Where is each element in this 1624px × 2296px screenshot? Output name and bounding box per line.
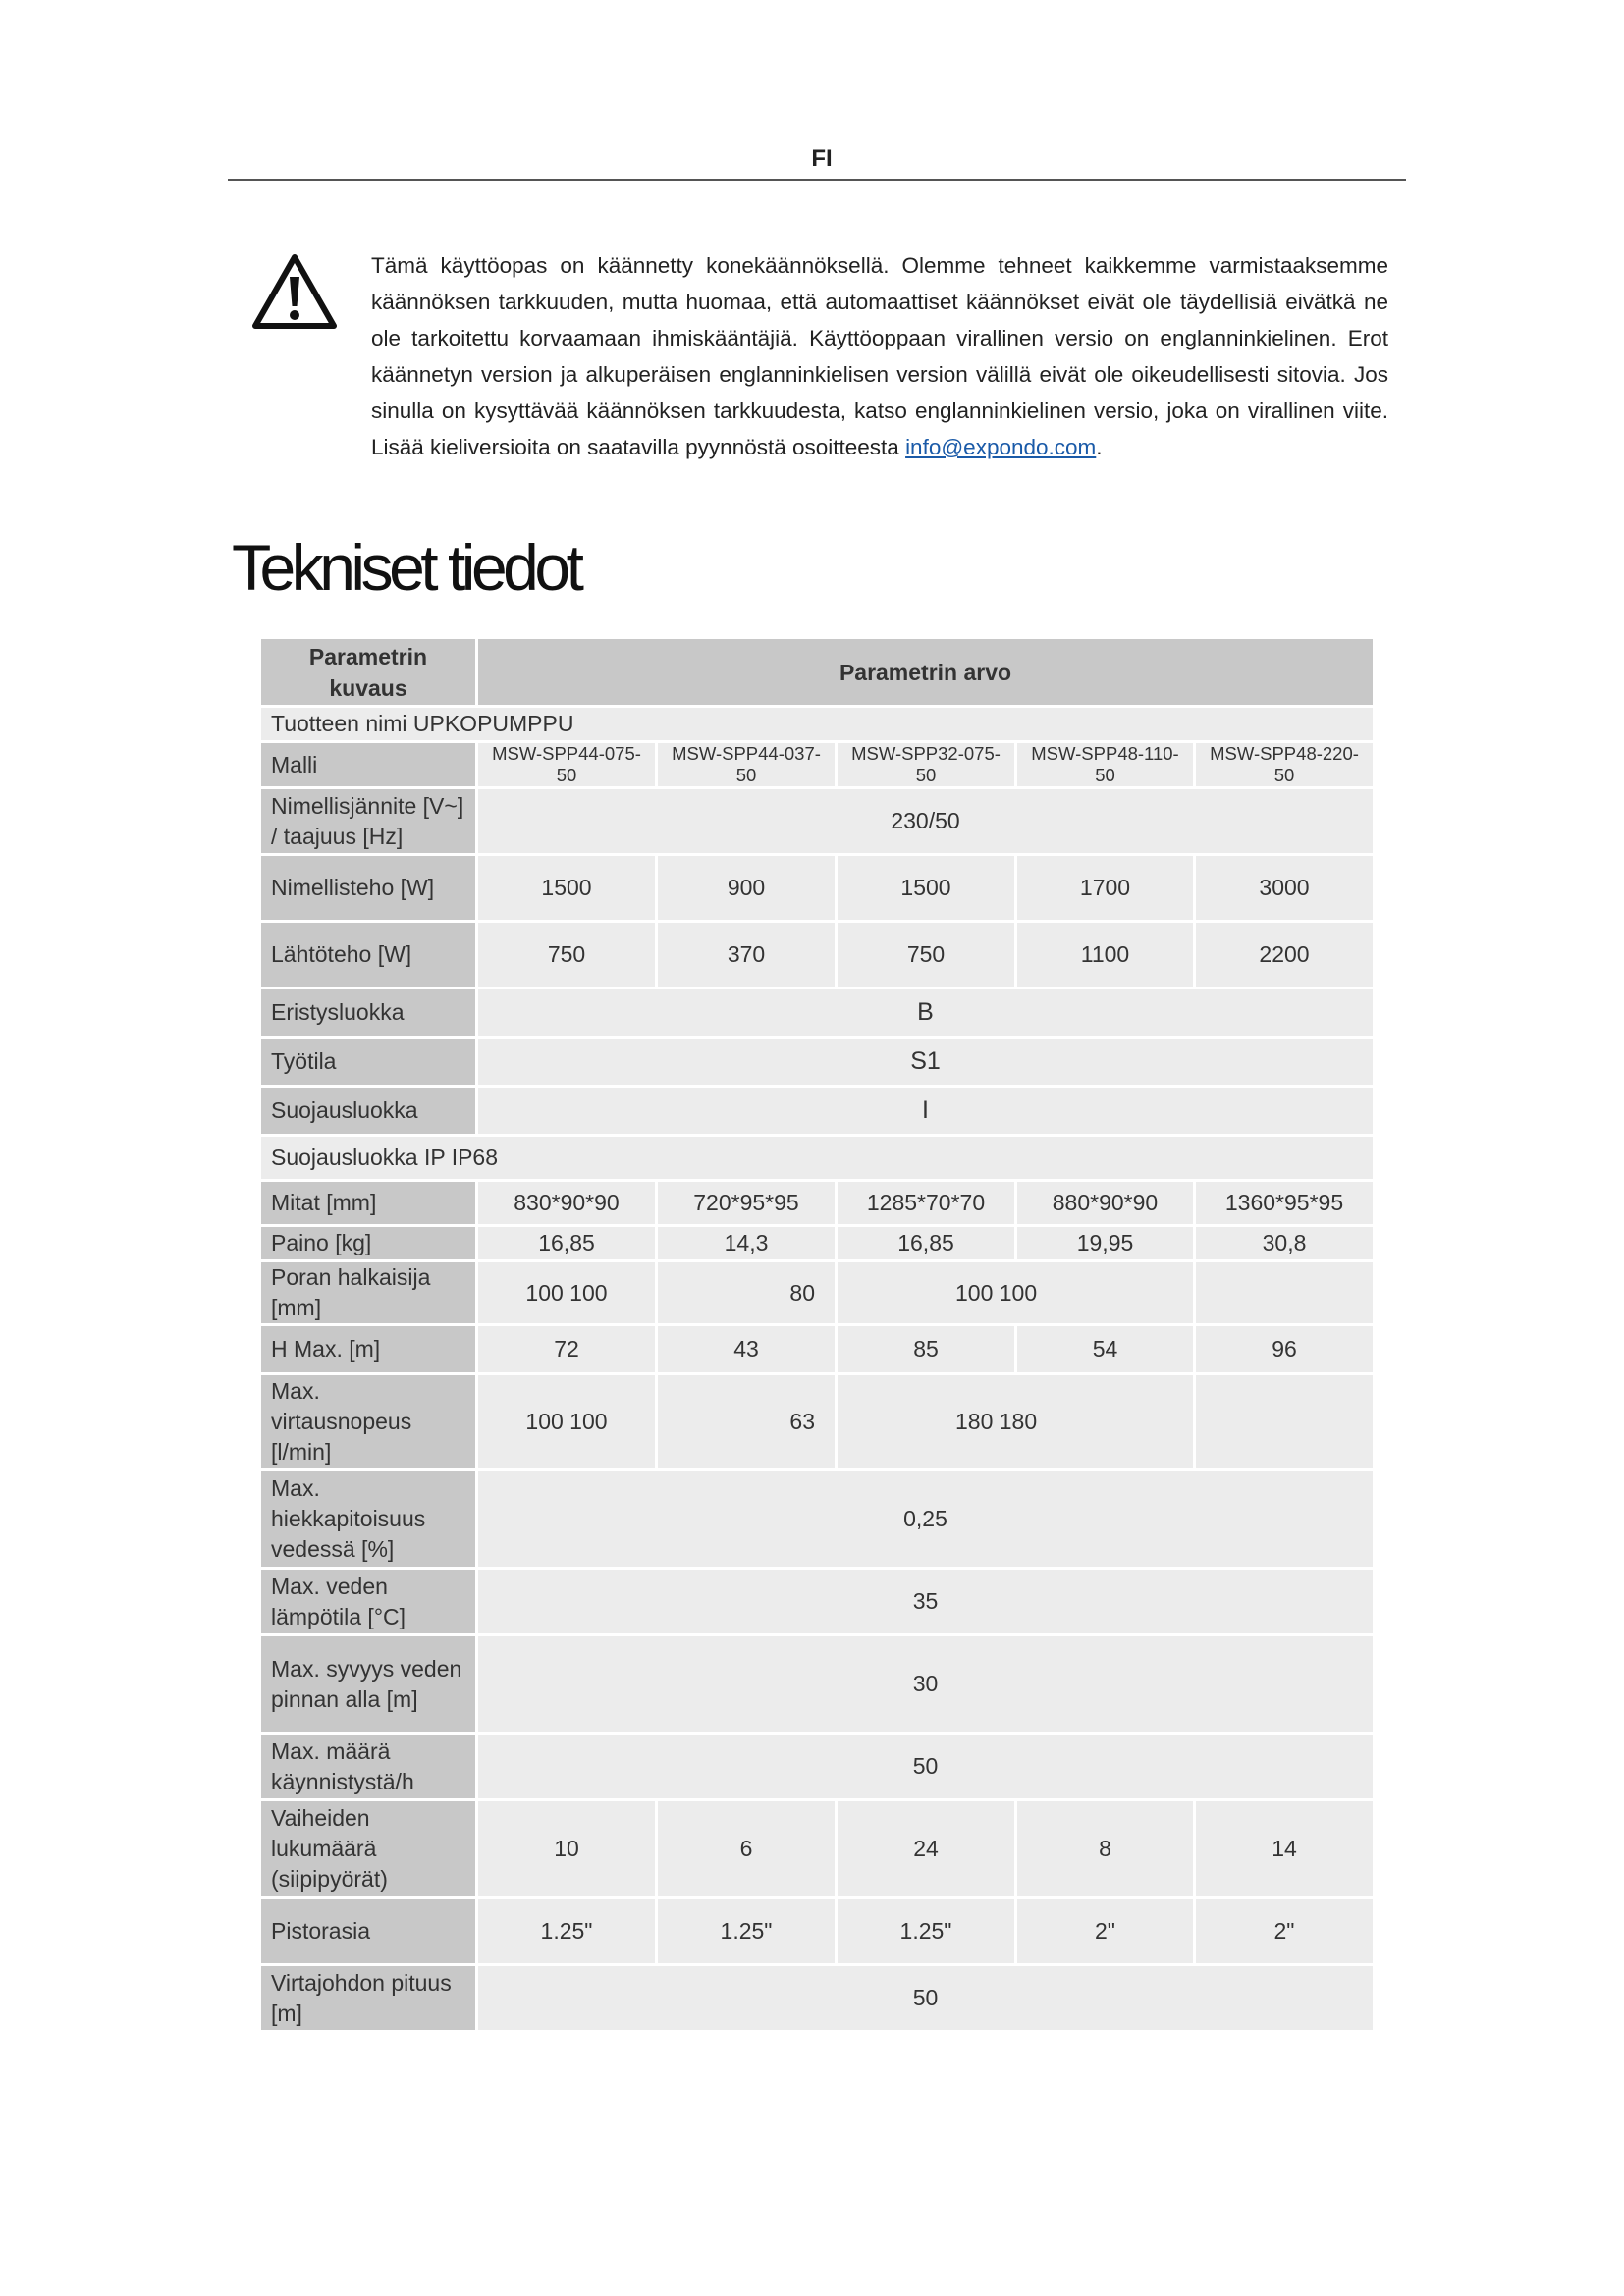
value-cell: 19,95 — [1016, 1226, 1195, 1261]
value-cell: 30 — [477, 1635, 1375, 1734]
value-cell: 43 — [657, 1325, 837, 1374]
value-cell: 63 — [657, 1374, 837, 1470]
value-cell: S1 — [477, 1038, 1375, 1087]
value-cell: 2" — [1016, 1898, 1195, 1965]
row-label: Max. syvyys veden pinnan alla [m] — [260, 1635, 477, 1734]
value-cell: 230/50 — [477, 788, 1375, 855]
table-row — [260, 1898, 1375, 1965]
value-cell: I — [477, 1087, 1375, 1136]
row-label: Poran halkaisija [mm] — [260, 1261, 477, 1325]
value-cell: 900 — [657, 855, 837, 922]
model-cell: MSW-SPP44-037-50 — [657, 742, 837, 788]
warning-triangle-icon — [251, 253, 338, 330]
model-cell: MSW-SPP32-075-50 — [837, 742, 1016, 788]
value-cell: 370 — [657, 922, 837, 988]
row-label: Lähtöteho [W] — [260, 922, 477, 988]
value-cell: 14,3 — [657, 1226, 837, 1261]
page-language-label: FI — [811, 145, 833, 172]
table-row — [260, 1470, 1375, 1569]
value-cell: B — [477, 988, 1375, 1038]
value-cell: 6 — [657, 1800, 837, 1898]
row-label: Max. hiekkapitoisuus vedessä [%] — [260, 1470, 477, 1569]
table-row — [260, 1374, 1375, 1470]
value-cell: 0,25 — [477, 1470, 1375, 1569]
row-label: Virtajohdon pituus [m] — [260, 1965, 477, 2032]
row-label: Max. virtausnopeus [l/min] — [260, 1374, 477, 1470]
model-cell: MSW-SPP48-220-50 — [1195, 742, 1375, 788]
row-label: Nimellisteho [W] — [260, 855, 477, 922]
row-label: Max. veden lämpötila [°C] — [260, 1569, 477, 1635]
section-title: Tekniset tiedot — [232, 531, 580, 604]
value-cell: 72 — [477, 1325, 657, 1374]
value-cell: 1.25" — [477, 1898, 657, 1965]
contact-email-link[interactable]: info@expondo.com — [905, 435, 1097, 459]
header-param-desc: Parametrin kuvaus — [260, 638, 477, 707]
table-row — [260, 922, 1375, 988]
table-row — [260, 1569, 1375, 1635]
value-cell: 10 — [477, 1800, 657, 1898]
value-cell: 16,85 — [477, 1226, 657, 1261]
table-row — [260, 1181, 1375, 1226]
value-cell: 30,8 — [1195, 1226, 1375, 1261]
header-param-value: Parametrin arvo — [477, 638, 1375, 707]
value-cell: 1500 — [477, 855, 657, 922]
table-header-row — [260, 638, 1375, 707]
model-cell: MSW-SPP44-075-50 — [477, 742, 657, 788]
value-cell: 1700 — [1016, 855, 1195, 922]
value-cell: 50 — [477, 1734, 1375, 1800]
notice-text: Tämä käyttöopas on käännetty konekäännöksellä. Olemme tehneet kaikkemme varmistaaksemme käännöksen tarkkuuden, mutta huomaa, että automaattiset käännökset eivät ole täydellisiä eivätkä ne ole tarkoitettu korvaamaan ihmiskääntäjiä. Käyttöoppaan virallinen versio on englanninkielinen. Erot käännetyn version ja alkuperäisen englanninkielisen version välillä eivät ole oikeudellisesti sitovia. Jos sinulla on kysyttävää käännöksen tarkkuudesta, katso englanninkielinen versio, joka on virallinen viite. Lisää kieliversioita on saatavilla pyynnöstä osoitteesta — [371, 253, 1388, 459]
row-label: Pistorasia — [260, 1898, 477, 1965]
value-cell: 14 — [1195, 1800, 1375, 1898]
value-cell: 3000 — [1195, 855, 1375, 922]
table-row — [260, 1734, 1375, 1800]
value-cell: 830*90*90 — [477, 1181, 657, 1226]
row-label: Eristysluokka — [260, 988, 477, 1038]
row-label: Työtila — [260, 1038, 477, 1087]
value-cell: 85 — [837, 1325, 1016, 1374]
value-cell: 720*95*95 — [657, 1181, 837, 1226]
value-cell: 2" — [1195, 1898, 1375, 1965]
value-cell: 1285*70*70 — [837, 1181, 1016, 1226]
value-cell: 100 100 — [477, 1261, 657, 1325]
value-cell: 8 — [1016, 1800, 1195, 1898]
table-row — [260, 1261, 1375, 1325]
row-label: Max. määrä käynnistystä/h — [260, 1734, 477, 1800]
row-label: Nimellisjännite [V~] / taajuus [Hz] — [260, 788, 477, 855]
value-cell: 2200 — [1195, 922, 1375, 988]
value-cell: 1360*95*95 — [1195, 1181, 1375, 1226]
value-cell: 35 — [477, 1569, 1375, 1635]
translation-notice — [371, 247, 1388, 465]
value-cell: 24 — [837, 1800, 1016, 1898]
value-cell: 1.25" — [837, 1898, 1016, 1965]
table-row — [260, 855, 1375, 922]
header-divider — [228, 179, 1406, 181]
table-row — [260, 788, 1375, 855]
table-row — [260, 1038, 1375, 1087]
value-cell: 880*90*90 — [1016, 1181, 1195, 1226]
row-label: Paino [kg] — [260, 1226, 477, 1261]
value-cell: 96 — [1195, 1325, 1375, 1374]
model-cell: MSW-SPP48-110-50 — [1016, 742, 1195, 788]
row-label: Malli — [260, 742, 477, 788]
table-row — [260, 1635, 1375, 1734]
table-row — [260, 1136, 1375, 1181]
value-cell: 750 — [837, 922, 1016, 988]
value-cell: 100 100 — [477, 1374, 657, 1470]
value-cell: 1500 — [837, 855, 1016, 922]
value-cell: 80 — [657, 1261, 837, 1325]
table-row — [260, 1226, 1375, 1261]
product-name-cell: Tuotteen nimi UPKOPUMPPU — [260, 707, 1375, 742]
empty-cell — [1195, 1374, 1375, 1470]
value-cell: 54 — [1016, 1325, 1195, 1374]
value-cell: 16,85 — [837, 1226, 1016, 1261]
row-label: Mitat [mm] — [260, 1181, 477, 1226]
table-row — [260, 742, 1375, 788]
ip-rating-cell: Suojausluokka IP IP68 — [260, 1136, 1375, 1181]
spec-table — [258, 636, 1376, 2033]
empty-cell — [1195, 1261, 1375, 1325]
table-row — [260, 1965, 1375, 2032]
value-cell: 50 — [477, 1965, 1375, 2032]
row-label: Suojausluokka — [260, 1087, 477, 1136]
row-label: H Max. [m] — [260, 1325, 477, 1374]
value-cell: 180 180 — [837, 1374, 1195, 1470]
table-row — [260, 707, 1375, 742]
table-row — [260, 1087, 1375, 1136]
table-row — [260, 1325, 1375, 1374]
value-cell: 100 100 — [837, 1261, 1195, 1325]
notice-end: . — [1096, 435, 1103, 459]
table-row — [260, 988, 1375, 1038]
table-row — [260, 1800, 1375, 1898]
value-cell: 750 — [477, 922, 657, 988]
row-label: Vaiheiden lukumäärä (siipipyörät) — [260, 1800, 477, 1898]
value-cell: 1.25" — [657, 1898, 837, 1965]
value-cell: 1100 — [1016, 922, 1195, 988]
